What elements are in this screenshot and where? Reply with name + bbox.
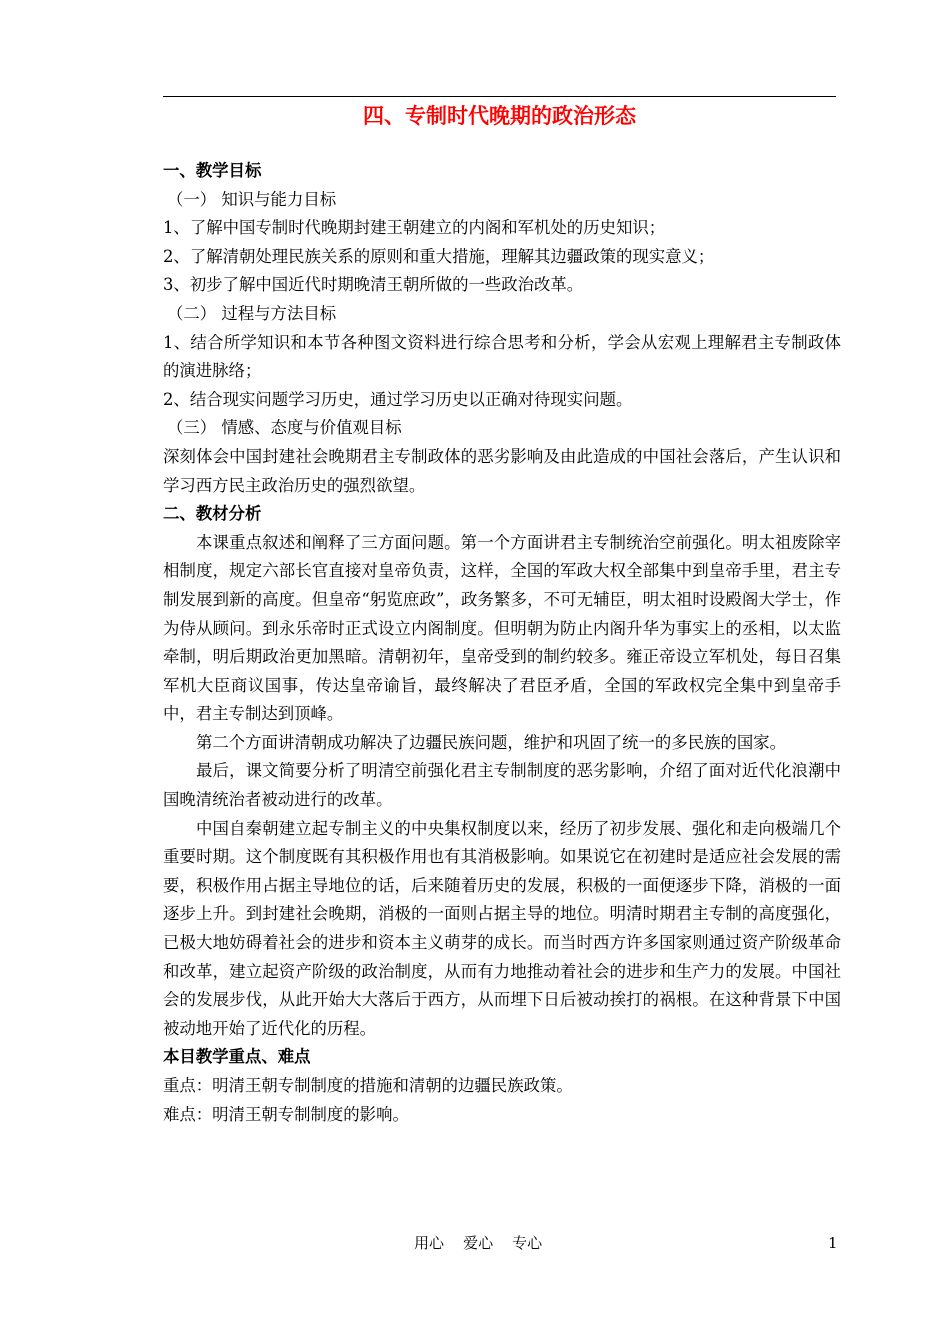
document-title: 四、专制时代晚期的政治形态 <box>363 104 636 128</box>
subheading-process-goals: （二） 过程与方法目标 <box>167 303 337 323</box>
analysis-paragraph: 本课重点叙述和阐释了三方面问题。第一个方面讲君主专制统治空前强化。明太祖废除宰相制度，规定六部长官直接对皇帝负责，这样，全国的军政大权全部集中到皇帝手里，君主专制发展到新的高度。但皇帝“躬览庶政”，政务繁多，不可无辅臣，明太祖时设殿阁大学士，作为侍从顾问。到永乐帝时正式设立内阁制度。但明朝为防止内阁升华为事实上的丞相，以太监牵制，明后期政治更加黑暗。清朝初年，皇帝受到的制约较多。雍正帝设立军机处，每日召集军机大臣商议国事，传达皇帝谕旨，最终解决了君臣矛盾，全国的军政权完全集中到皇帝手中，君主专制达到顶峰。 <box>163 532 841 724</box>
section-heading-focus: 本目教学重点、难点 <box>163 1047 311 1067</box>
emotion-goal-text: 深刻体会中国封建社会晚期君主专制政体的恶劣影响及由此造成的中国社会落后，产生认识和学习西方民主政治历史的强烈欲望。 <box>163 446 841 495</box>
analysis-paragraph: 中国自秦朝建立起专制主义的中央集权制度以来，经历了初步发展、强化和走向极端几个重要时期。这个制度既有其积极作用也有其消极影响。如果说它在初建时是适应社会发展的需要，积极作用占据主导地位的话，后来随着历史的发展，积极的一面便逐步下降，消极的一面逐步上升。到封建社会晚期，消极的一面则占据主导的地位。明清时期君主专制的高度强化，已极大地妨碍着社会的进步和资本主义萌芽的成长。而当时西方许多国家则通过资产阶级革命和改革，建立起资产阶级的政治制度，从而有力地推动着社会的进步和生产力的发展。中国社会的发展步伐，从此开始大大落后于西方，从而埋下日后被动挨打的祸根。在这种背景下中国被动地开始了近代化的历程。 <box>163 818 841 1038</box>
goal-item: 2、结合现实问题学习历史，通过学习历史以正确对待现实问题。 <box>163 389 633 409</box>
goal-item: 3、初步了解中国近代时期晚清王朝所做的一些政治改革。 <box>163 275 584 295</box>
goal-item: 2、了解清朝处理民族关系的原则和重大措施，理解其边疆政策的现实意义； <box>163 246 715 266</box>
focus-difficulty: 难点：明清王朝专制制度的影响。 <box>163 1104 409 1124</box>
focus-key-point: 重点：明清王朝专制制度的措施和清朝的边疆民族政策。 <box>163 1076 573 1095</box>
analysis-paragraph: 最后，课文简要分析了明清空前强化君主专制制度的恶劣影响，介绍了面对近代化浪潮中国晚清统治者被动进行的改革。 <box>163 761 841 810</box>
subheading-emotion-goals: （三） 情感、态度与价值观目标 <box>167 418 402 438</box>
document-body <box>163 157 841 1129</box>
analysis-paragraph: 第二个方面讲清朝成功解决了边疆民族问题，维护和巩固了统一的多民族的国家。 <box>196 732 787 752</box>
section-heading-analysis: 二、教材分析 <box>163 504 262 524</box>
footer-motto: 用心 爱心 专心 <box>414 1234 543 1252</box>
subheading-knowledge-goals: （一） 知识与能力目标 <box>167 189 337 209</box>
goal-item: 1、结合所学知识和本节各种图文资料进行综合思考和分析，学会从宏观上理解君主专制政体的演进脉络； <box>163 332 841 381</box>
header-rule <box>163 96 836 97</box>
goal-item: 1、了解中国专制时代晚期封建王朝建立的内阁和军机处的历史知识； <box>163 218 666 238</box>
section-heading-goals: 一、教学目标 <box>163 161 262 180</box>
page-number: 1 <box>828 1234 838 1252</box>
